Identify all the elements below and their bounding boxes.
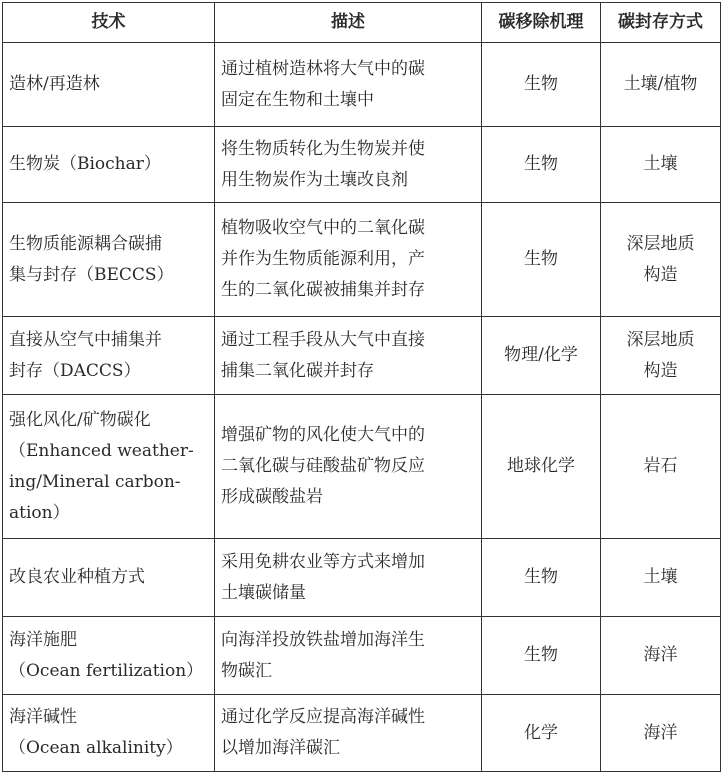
mechanism-cell: 生物 [482, 43, 601, 127]
description-cell: 采用免耕农业等方式来增加 土壤碳储量 [215, 539, 482, 617]
technology-cell: 海洋碱性 （Ocean alkalinity） [3, 695, 215, 772]
table-header-row [3, 3, 721, 43]
storage-cell: 土壤/植物 [601, 43, 721, 127]
storage-cell: 土壤 [601, 539, 721, 617]
carbon-removal-table [2, 2, 721, 772]
technology-cell: 改良农业种植方式 [3, 539, 215, 617]
mechanism-cell: 生物 [482, 539, 601, 617]
storage-cell: 深层地质 构造 [601, 317, 721, 395]
table-row [3, 317, 721, 395]
table-row [3, 539, 721, 617]
mechanism-cell: 物理/化学 [482, 317, 601, 395]
mechanism-cell: 生物 [482, 203, 601, 317]
technology-cell: 造林/再造林 [3, 43, 215, 127]
storage-cell: 海洋 [601, 695, 721, 772]
technology-cell: 直接从空气中捕集并 封存（DACCS） [3, 317, 215, 395]
description-cell: 将生物质转化为生物炭并使 用生物炭作为土壤改良剂 [215, 127, 482, 203]
technology-cell: 强化风化/矿物碳化 （Enhanced weather- ing/Mineral carbon- ation） [3, 395, 215, 539]
description-cell: 通过植树造林将大气中的碳 固定在生物和土壤中 [215, 43, 482, 127]
table-row [3, 617, 721, 695]
header-technology: 技术 [3, 3, 215, 43]
mechanism-cell: 地球化学 [482, 395, 601, 539]
technology-cell: 生物质能源耦合碳捕 集与封存（BECCS） [3, 203, 215, 317]
description-cell: 增强矿物的风化使大气中的 二氧化碳与硅酸盐矿物反应 形成碳酸盐岩 [215, 395, 482, 539]
table-row [3, 127, 721, 203]
mechanism-cell: 化学 [482, 695, 601, 772]
mechanism-cell: 生物 [482, 617, 601, 695]
table-row [3, 395, 721, 539]
header-description: 描述 [215, 3, 482, 43]
header-storage: 碳封存方式 [601, 3, 721, 43]
storage-cell: 岩石 [601, 395, 721, 539]
technology-cell: 生物炭（Biochar） [3, 127, 215, 203]
table-row [3, 203, 721, 317]
description-cell: 植物吸收空气中的二氧化碳 并作为生物质能源利用，产 生的二氧化碳被捕集并封存 [215, 203, 482, 317]
description-cell: 向海洋投放铁盐增加海洋生 物碳汇 [215, 617, 482, 695]
storage-cell: 海洋 [601, 617, 721, 695]
header-mechanism: 碳移除机理 [482, 3, 601, 43]
storage-cell: 深层地质 构造 [601, 203, 721, 317]
mechanism-cell: 生物 [482, 127, 601, 203]
description-cell: 通过工程手段从大气中直接 捕集二氧化碳并封存 [215, 317, 482, 395]
description-cell: 通过化学反应提高海洋碱性 以增加海洋碳汇 [215, 695, 482, 772]
technology-cell: 海洋施肥 （Ocean fertilization） [3, 617, 215, 695]
table-row [3, 43, 721, 127]
storage-cell: 土壤 [601, 127, 721, 203]
table-row [3, 695, 721, 772]
